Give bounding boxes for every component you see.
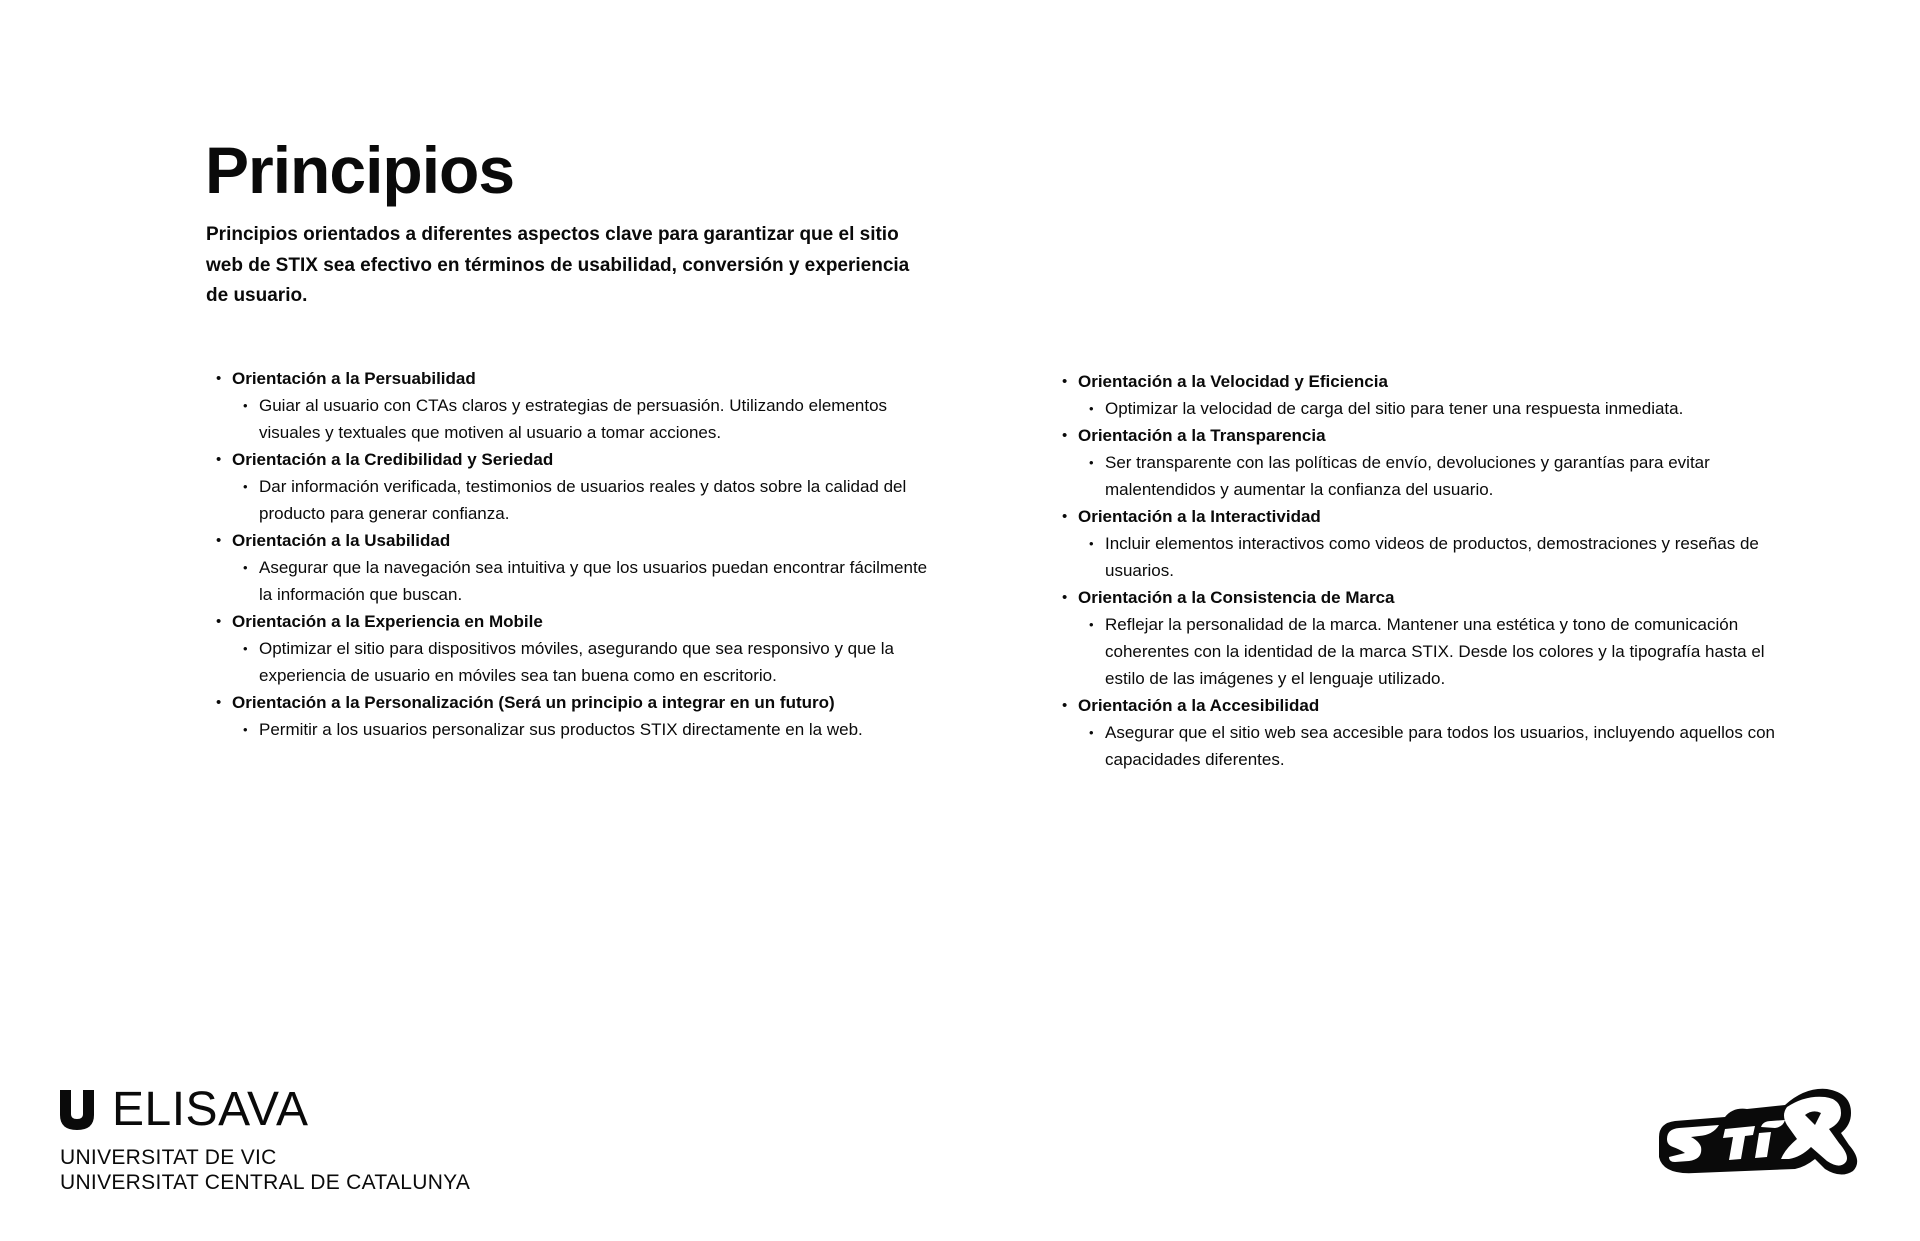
elisava-wordmark: ELISAVA xyxy=(112,1083,309,1136)
principle-item xyxy=(1052,503,1782,584)
principle-item xyxy=(206,689,936,743)
principle-title: • Orientación a la Persuabilidad xyxy=(232,369,476,388)
principle-title: • Orientación a la Credibilidad y Seriedad xyxy=(232,450,554,469)
principle-item xyxy=(1052,368,1782,422)
principle-detail: • Asegurar que la navegación sea intuitiva y que los usuarios puedan encontrar fácilmente la información que buscan. xyxy=(232,554,936,608)
principle-title: • Orientación a la Transparencia xyxy=(1078,426,1326,445)
principles-column-left xyxy=(206,365,936,743)
principle-title: • Orientación a la Experiencia en Mobile xyxy=(232,612,543,631)
principle-item xyxy=(1052,422,1782,503)
principles-list-left xyxy=(206,365,936,743)
elisava-brand xyxy=(60,1085,470,1195)
principle-detail: • Incluir elementos interactivos como videos de productos, demostraciones y reseñas de usuarios. xyxy=(1078,530,1782,584)
principle-detail: • Permitir a los usuarios personalizar sus productos STIX directamente en la web. xyxy=(232,716,936,743)
principles-column-right xyxy=(1052,368,1782,773)
principle-title: • Orientación a la Interactividad xyxy=(1078,507,1321,526)
principle-item xyxy=(206,365,936,446)
u-mark-icon xyxy=(60,1090,94,1130)
principle-title: • Orientación a la Velocidad y Eficiencia xyxy=(1078,372,1388,391)
principle-detail: • Optimizar el sitio para dispositivos móviles, asegurando que sea responsivo y que la experiencia de usuario en móviles sea tan buena como en escritorio. xyxy=(232,635,936,689)
principle-detail: • Guiar al usuario con CTAs claros y estrategias de persuasión. Utilizando elementos visuales y textuales que motiven al usuario a tomar acciones. xyxy=(232,392,936,446)
principle-title: • Orientación a la Consistencia de Marca xyxy=(1078,588,1395,607)
stix-logo xyxy=(1655,1085,1865,1177)
principle-item xyxy=(1052,584,1782,692)
principle-item xyxy=(206,446,936,527)
principle-item xyxy=(206,608,936,689)
elisava-logo xyxy=(60,1085,470,1135)
principle-detail: • Reflejar la personalidad de la marca. Mantener una estética y tono de comunicación coherentes con la identidad de la marca STIX. Desde los colores y la tipografía hasta el estilo de las imágenes y el lenguaje utilizado. xyxy=(1078,611,1782,692)
principle-title: • Orientación a la Personalización (Será un principio a integrar en un futuro) xyxy=(232,693,835,712)
principle-detail: • Dar información verificada, testimonios de usuarios reales y datos sobre la calidad del producto para generar confianza. xyxy=(232,473,936,527)
principle-detail: • Optimizar la velocidad de carga del sitio para tener una respuesta inmediata. xyxy=(1078,395,1782,422)
page-intro: Principios orientados a diferentes aspectos clave para garantizar que el sitio web de STIX sea efectivo en términos de usabilidad, conversión y experiencia de usuario. xyxy=(206,224,910,306)
principle-item xyxy=(1052,692,1782,773)
principles-list-right xyxy=(1052,368,1782,773)
principle-item xyxy=(206,527,936,608)
page-title: Principios xyxy=(205,133,515,207)
principle-detail: • Ser transparente con las políticas de envío, devoluciones y garantías para evitar malentendidos y aumentar la confianza del usuario. xyxy=(1078,449,1782,503)
principle-title: • Orientación a la Accesibilidad xyxy=(1078,696,1320,715)
university-line-2: UNIVERSITAT CENTRAL DE CATALUNYA xyxy=(60,1171,471,1194)
principle-title: • Orientación a la Usabilidad xyxy=(232,531,451,550)
principle-detail: • Asegurar que el sitio web sea accesible para todos los usuarios, incluyendo aquellos con capacidades diferentes. xyxy=(1078,719,1782,773)
university-line-1: UNIVERSITAT DE VIC xyxy=(60,1146,277,1169)
